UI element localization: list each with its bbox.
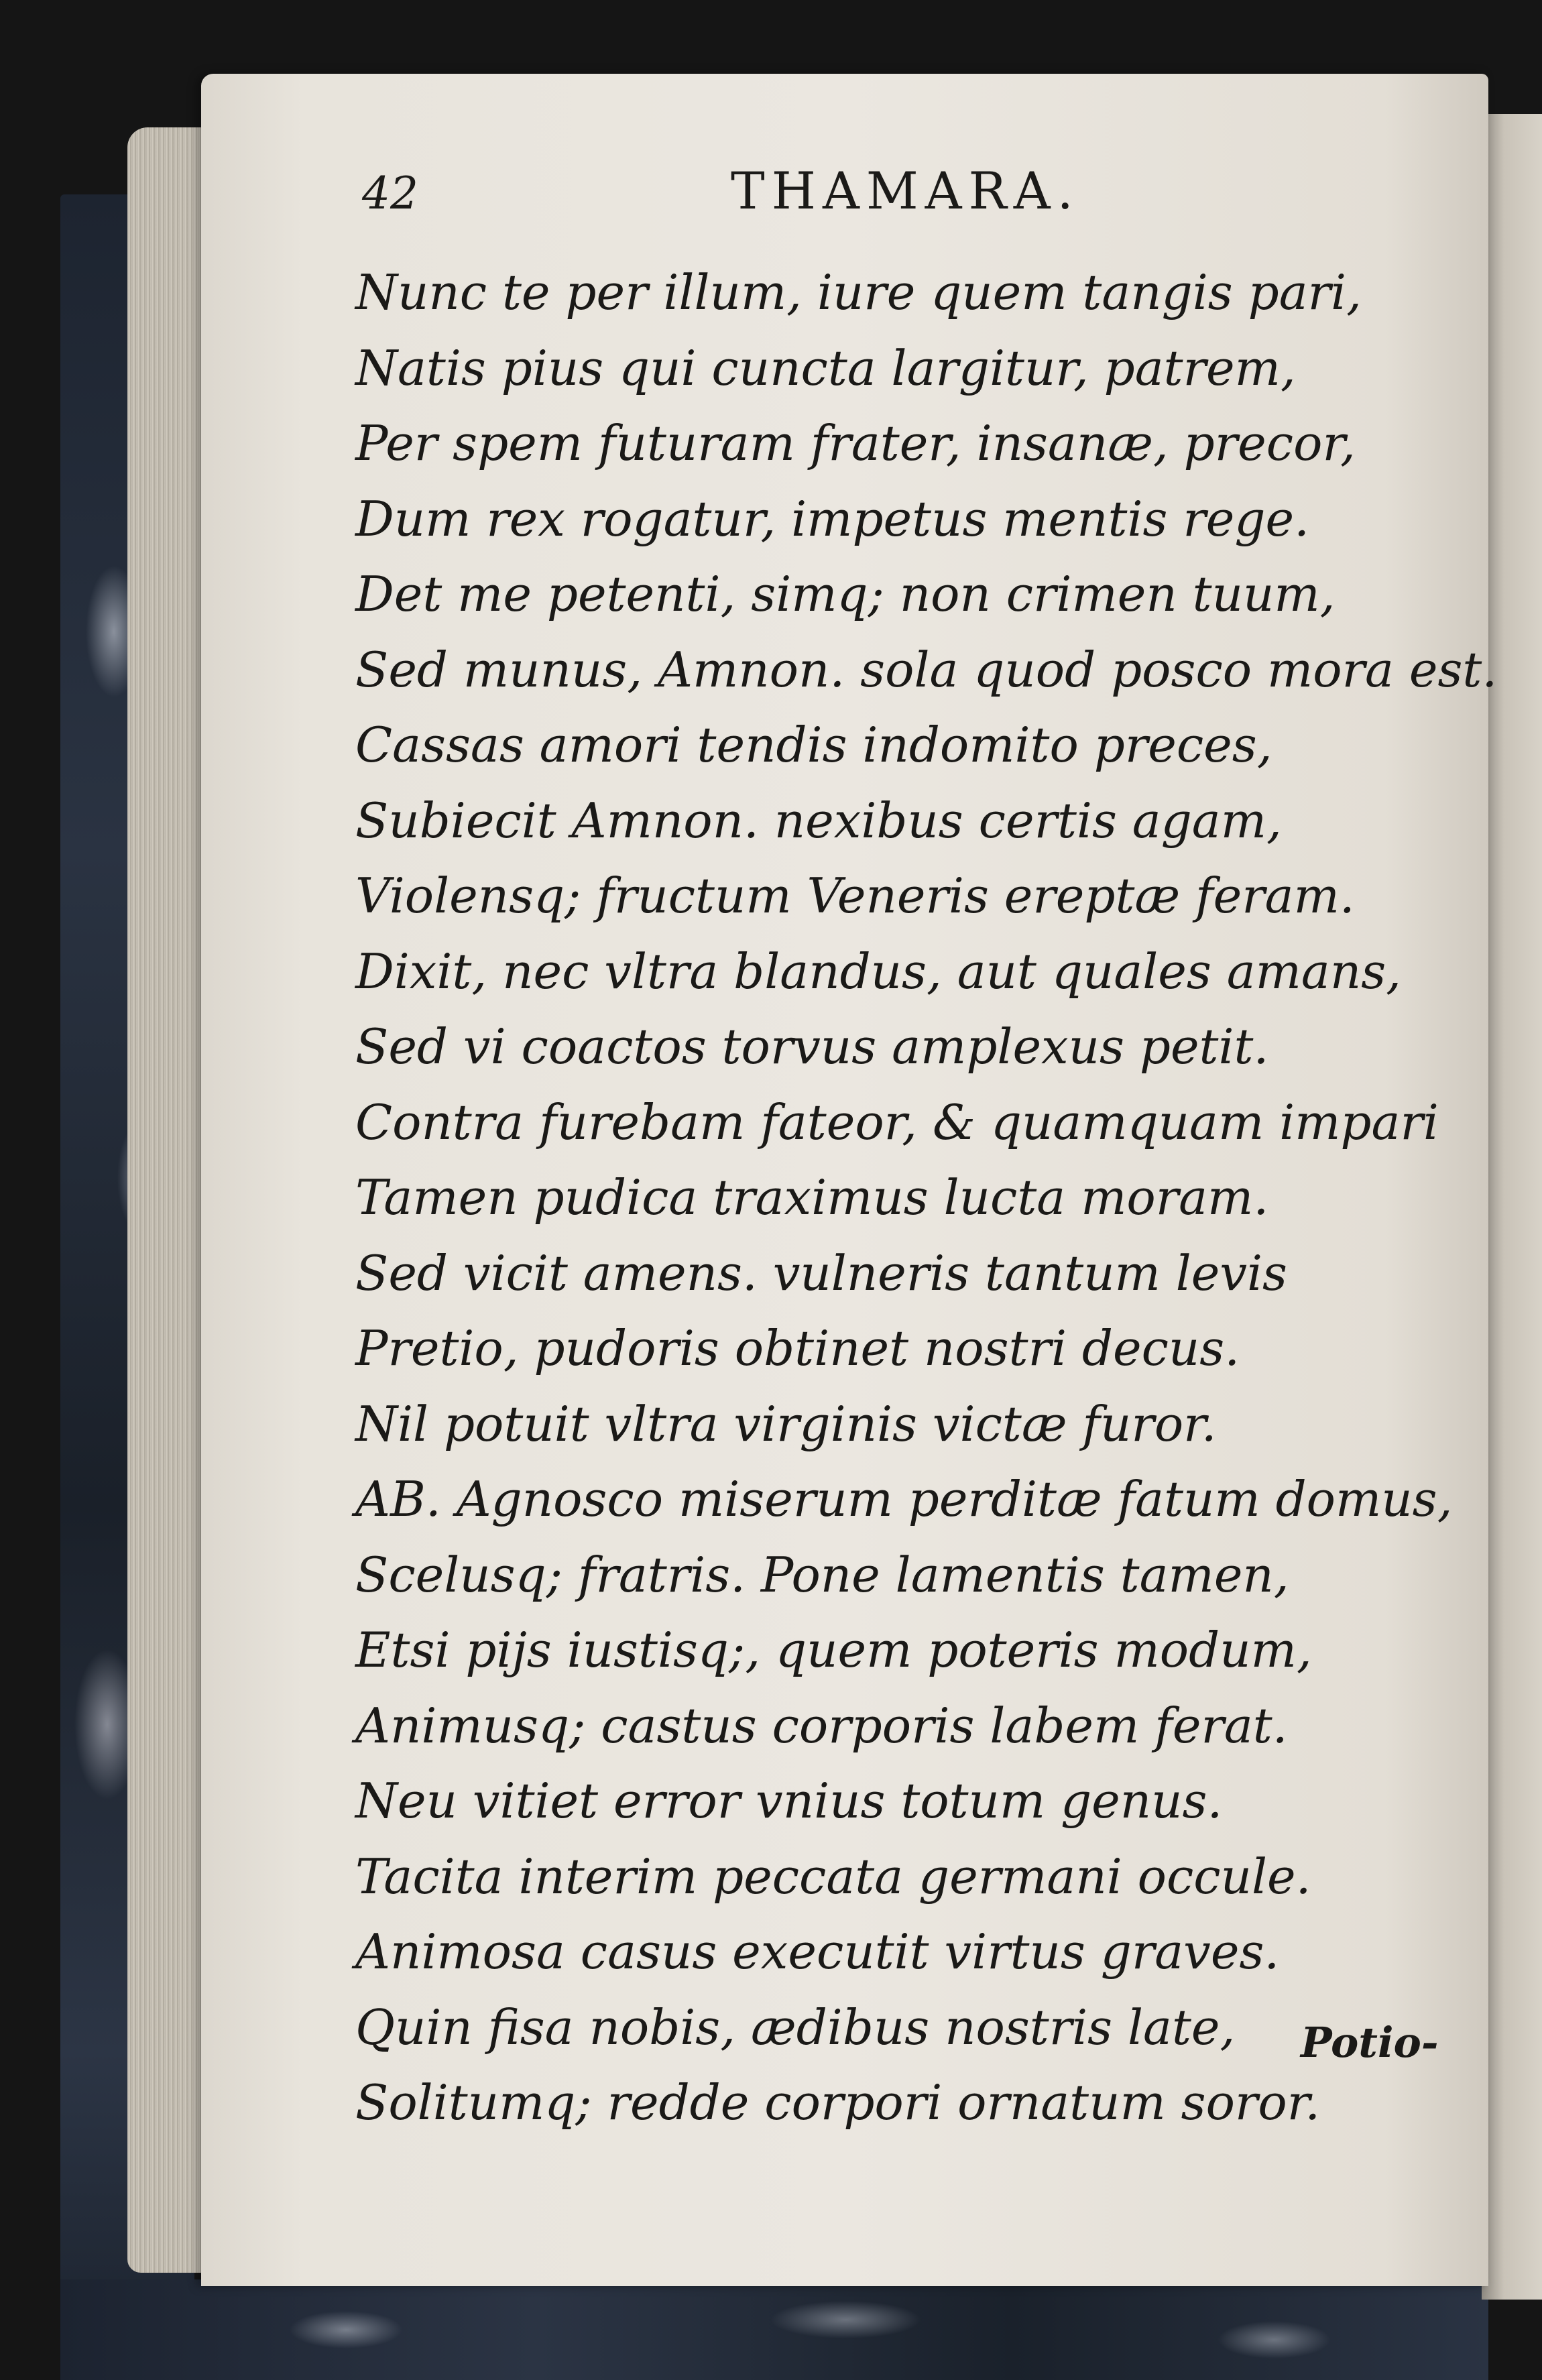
verse-line: Nunc te per illum, iure quem tangis pari, — [355, 264, 1362, 320]
verse-line: Pretio, pudoris obtinet nostri decus. — [355, 1320, 1240, 1376]
verse-line: Neu vitiet error vnius totum genus. — [355, 1773, 1223, 1829]
verse-line: Nil potuit vltra virginis victæ furor. — [355, 1395, 1217, 1452]
verse-line: Subiecit Amnon. nexibus certis agam, — [355, 792, 1282, 849]
page-number: 42 — [362, 168, 418, 219]
book-page — [201, 74, 1498, 2286]
verse-line: Dum rex rogatur, impetus mentis rege. — [355, 490, 1309, 547]
verse-line: AB. Agnosco miserum perditæ fatum domus, — [355, 1471, 1453, 1527]
verse-text — [355, 255, 1498, 2141]
verse-line: Animosa casus executit virtus graves. — [355, 1923, 1280, 1980]
verse-line: Per spem futuram frater, insanæ, precor, — [355, 415, 1356, 471]
verse-line: Animusq; castus corporis labem ferat. — [355, 1697, 1288, 1754]
verse-line: Contra furebam fateor, & quamquam impari — [355, 1093, 1439, 1150]
verse-line: Sed munus, Amnon. sola quod posco mora est. — [355, 641, 1498, 698]
marbled-cover-bottom — [60, 2279, 1488, 2380]
verse-line: Tamen pudica traximus lucta moram. — [355, 1169, 1269, 1226]
page-title: THAMARA. — [731, 161, 1080, 221]
verse-line: Sed vicit amens. vulneris tantum levis — [355, 1244, 1288, 1301]
verse-line: Natis pius qui cuncta largitur, patrem, — [355, 339, 1296, 396]
running-head — [201, 161, 1488, 228]
verse-line: Tacita interim peccata germani occule. — [355, 1848, 1311, 1905]
verse-line: Scelusq; fratris. Pone lamentis tamen, — [355, 1546, 1289, 1603]
catchword: Potio- — [1301, 2018, 1439, 2067]
verse-line: Solitumq; redde corpori ornatum soror. — [355, 2074, 1321, 2131]
verse-line: Dixit, nec vltra blandus, aut quales amans, — [355, 943, 1402, 1000]
verse-line: Cassas amori tendis indomito preces, — [355, 717, 1272, 773]
verse-line: Sed vi coactos torvus amplexus petit. — [355, 1018, 1269, 1075]
verse-line: Det me petenti, simq; non crimen tuum, — [355, 566, 1336, 622]
verse-line: Etsi pijs iustisq;, quem poteris modum, — [355, 1622, 1312, 1678]
verse-line: Violensq; fructum Veneris ereptæ feram. — [355, 868, 1355, 924]
verse-line: Quin fisa nobis, ædibus nostris late, — [355, 1999, 1236, 2056]
